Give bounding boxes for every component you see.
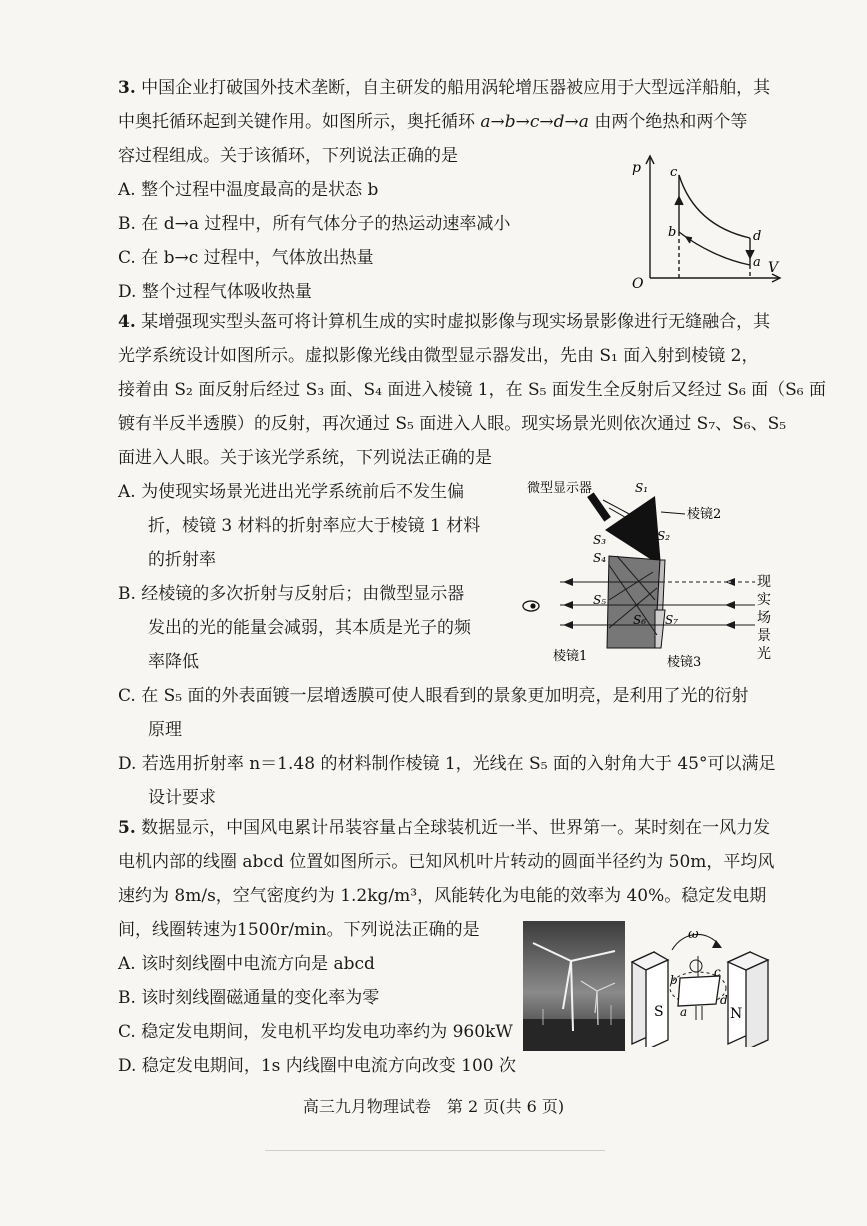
q4-option-d-line-2: 设计要求 xyxy=(148,788,216,808)
footer-divider xyxy=(265,1150,605,1151)
q5-line-4: 间，线圈转速为1500r/min。下列说法正确的是 xyxy=(118,920,480,940)
state-d-label: d xyxy=(753,229,762,244)
q4-line-1: 4. 某增强现实型头盔可将计算机生成的实时虚拟影像与现实场景影像进行无缝融合，其 xyxy=(118,312,771,332)
coil-abcd xyxy=(678,976,720,1006)
q3-line-3: 容过程组成。关于该循环，下列说法正确的是 xyxy=(118,146,458,166)
micro-display-label: 微型显示器 xyxy=(527,481,593,496)
q4-option-b-line-1: B. 经棱镜的多次折射与反射后；由微型显示器 xyxy=(118,584,465,604)
q4-line-5: 面进入人眼。关于该光学系统，下列说法正确的是 xyxy=(118,448,492,468)
svg-text:景: 景 xyxy=(757,628,771,644)
q3-option-b: B. 在 d→a 过程中，所有气体分子的热运动速率减小 xyxy=(118,214,511,234)
q4-option-a-line-3: 的折射率 xyxy=(148,550,216,570)
q4-line-3: 接着由 S₂ 面反射后经过 S₃ 面、S₄ 面进入棱镜 1，在 S₅ 面发生全反射后又经过 S₆ 面（S₆ 面 xyxy=(118,380,827,400)
page-footer: 高三九月物理试卷 第 2 页(共 6 页) xyxy=(302,1097,565,1116)
micro-display xyxy=(587,492,611,521)
q5-line-2: 电机内部的线圈 abcd 位置如图所示。已知风机叶片转动的圆面半径约为 50m，平均风 xyxy=(118,852,775,872)
prism-3-label: 棱镜3 xyxy=(667,655,702,670)
prism-1-label: 棱镜1 xyxy=(553,649,588,664)
v-label: V xyxy=(768,260,779,276)
wind-turbine-photo xyxy=(523,921,625,1051)
q4-option-c-line-1: C. 在 S₅ 面的外表面镀一层增透膜可使人眼看到的景象更加明亮，是利用了光的衍射 xyxy=(118,686,749,706)
s5-label: S₅ xyxy=(593,593,607,607)
magnet-n-label: N xyxy=(730,1006,743,1022)
q4-option-a-line-2: 折，棱镜 3 材料的折射率应大于棱镜 1 材料 xyxy=(148,516,481,536)
process-c-to-d xyxy=(679,175,750,238)
svg-text:光: 光 xyxy=(757,646,771,662)
q3-line-1: 3. 中国企业打破国外技术垄断，自主研发的船用涡轮增压器被应用于大型远洋船舶，其 xyxy=(118,78,771,98)
q5-option-a: A. 该时刻线圈中电流方向是 abcd xyxy=(118,954,375,974)
coil-c-label: c xyxy=(714,965,721,979)
s4-label: S₄ xyxy=(593,551,607,565)
prism-2-label: 棱镜2 xyxy=(687,507,722,522)
q4-option-d-line-1: D. 若选用折射率 n＝1.48 的材料制作棱镜 1，光线在 S₅ 面的入射角大于 45°可以满足 xyxy=(118,754,776,774)
q4-number: 4. xyxy=(118,312,136,332)
s3-label: S₃ xyxy=(593,533,607,547)
svg-text:现: 现 xyxy=(757,574,771,590)
coil-d-label: d xyxy=(720,993,728,1007)
coil-a-label: a xyxy=(680,1005,688,1019)
q4-line-2: 光学系统设计如图所示。虚拟影像光线由微型显示器发出，先由 S₁ 面入射到棱镜 2， xyxy=(118,346,759,366)
s1-label: S₁ xyxy=(635,481,649,495)
otto-cycle-pv-diagram xyxy=(620,150,785,290)
coil-b-label: b xyxy=(670,973,678,987)
q3-line-2: 中奥托循环起到关键作用。如图所示，奥托循环 a→b→c→d→a 由两个绝热和两个等 xyxy=(118,112,748,132)
s7-label: S₇ xyxy=(665,613,679,627)
s6-label: S₆ xyxy=(633,613,647,627)
real-scene-light-label xyxy=(757,574,771,662)
p-label: p xyxy=(632,160,641,176)
eye-icon xyxy=(523,601,539,611)
origin-label: O xyxy=(632,276,644,290)
q5-line-3: 速约为 8m/s，空气密度约为 1.2kg/m³，风能转化为电能的效率为 40%。稳定发电期 xyxy=(118,886,767,906)
omega-label: ω xyxy=(688,927,699,942)
q5-option-b: B. 该时刻线圈磁通量的变化率为零 xyxy=(118,988,380,1008)
prism-2 xyxy=(605,496,661,566)
q3-option-a: A. 整个过程中温度最高的是状态 b xyxy=(118,180,379,200)
q5-line-1: 5. 数据显示，中国风电累计吊装容量占全球装机近一半、世界第一。某时刻在一风力发 xyxy=(118,818,771,838)
state-a-label: a xyxy=(753,255,761,270)
q4-option-c-line-2: 原理 xyxy=(148,720,182,740)
q3-option-c: C. 在 b→c 过程中，气体放出热量 xyxy=(118,248,374,268)
prism-1 xyxy=(607,556,660,648)
q5-number: 5. xyxy=(118,818,136,838)
q3-option-d: D. 整个过程气体吸收热量 xyxy=(118,282,312,302)
q5-option-c: C. 稳定发电期间，发电机平均发电功率约为 960kW xyxy=(118,1022,513,1042)
state-c-label: c xyxy=(670,165,678,180)
q4-option-b-line-3: 率降低 xyxy=(148,652,199,672)
magnet-s-label: S xyxy=(654,1004,664,1020)
q4-option-a-line-1: A. 为使现实场景光进出光学系统前后不发生偏 xyxy=(118,482,465,502)
s2-label: S₂ xyxy=(657,529,671,543)
q5-option-d: D. 稳定发电期间，1s 内线圈中电流方向改变 100 次 xyxy=(118,1056,517,1076)
ar-optical-system-diagram xyxy=(505,470,785,670)
generator-coil-diagram xyxy=(628,922,778,1047)
q4-option-b-line-2: 发出的光的能量会减弱，其本质是光子的频 xyxy=(148,618,471,638)
svg-text:场: 场 xyxy=(757,610,771,626)
q3-number: 3. xyxy=(118,78,136,98)
q4-line-4: 镀有半反半透膜）的反射，再次通过 S₅ 面进入人眼。现实场景光则依次通过 S₇、S₆、S₅ xyxy=(118,414,787,434)
state-b-label: b xyxy=(668,225,677,240)
svg-text:实: 实 xyxy=(757,592,771,608)
